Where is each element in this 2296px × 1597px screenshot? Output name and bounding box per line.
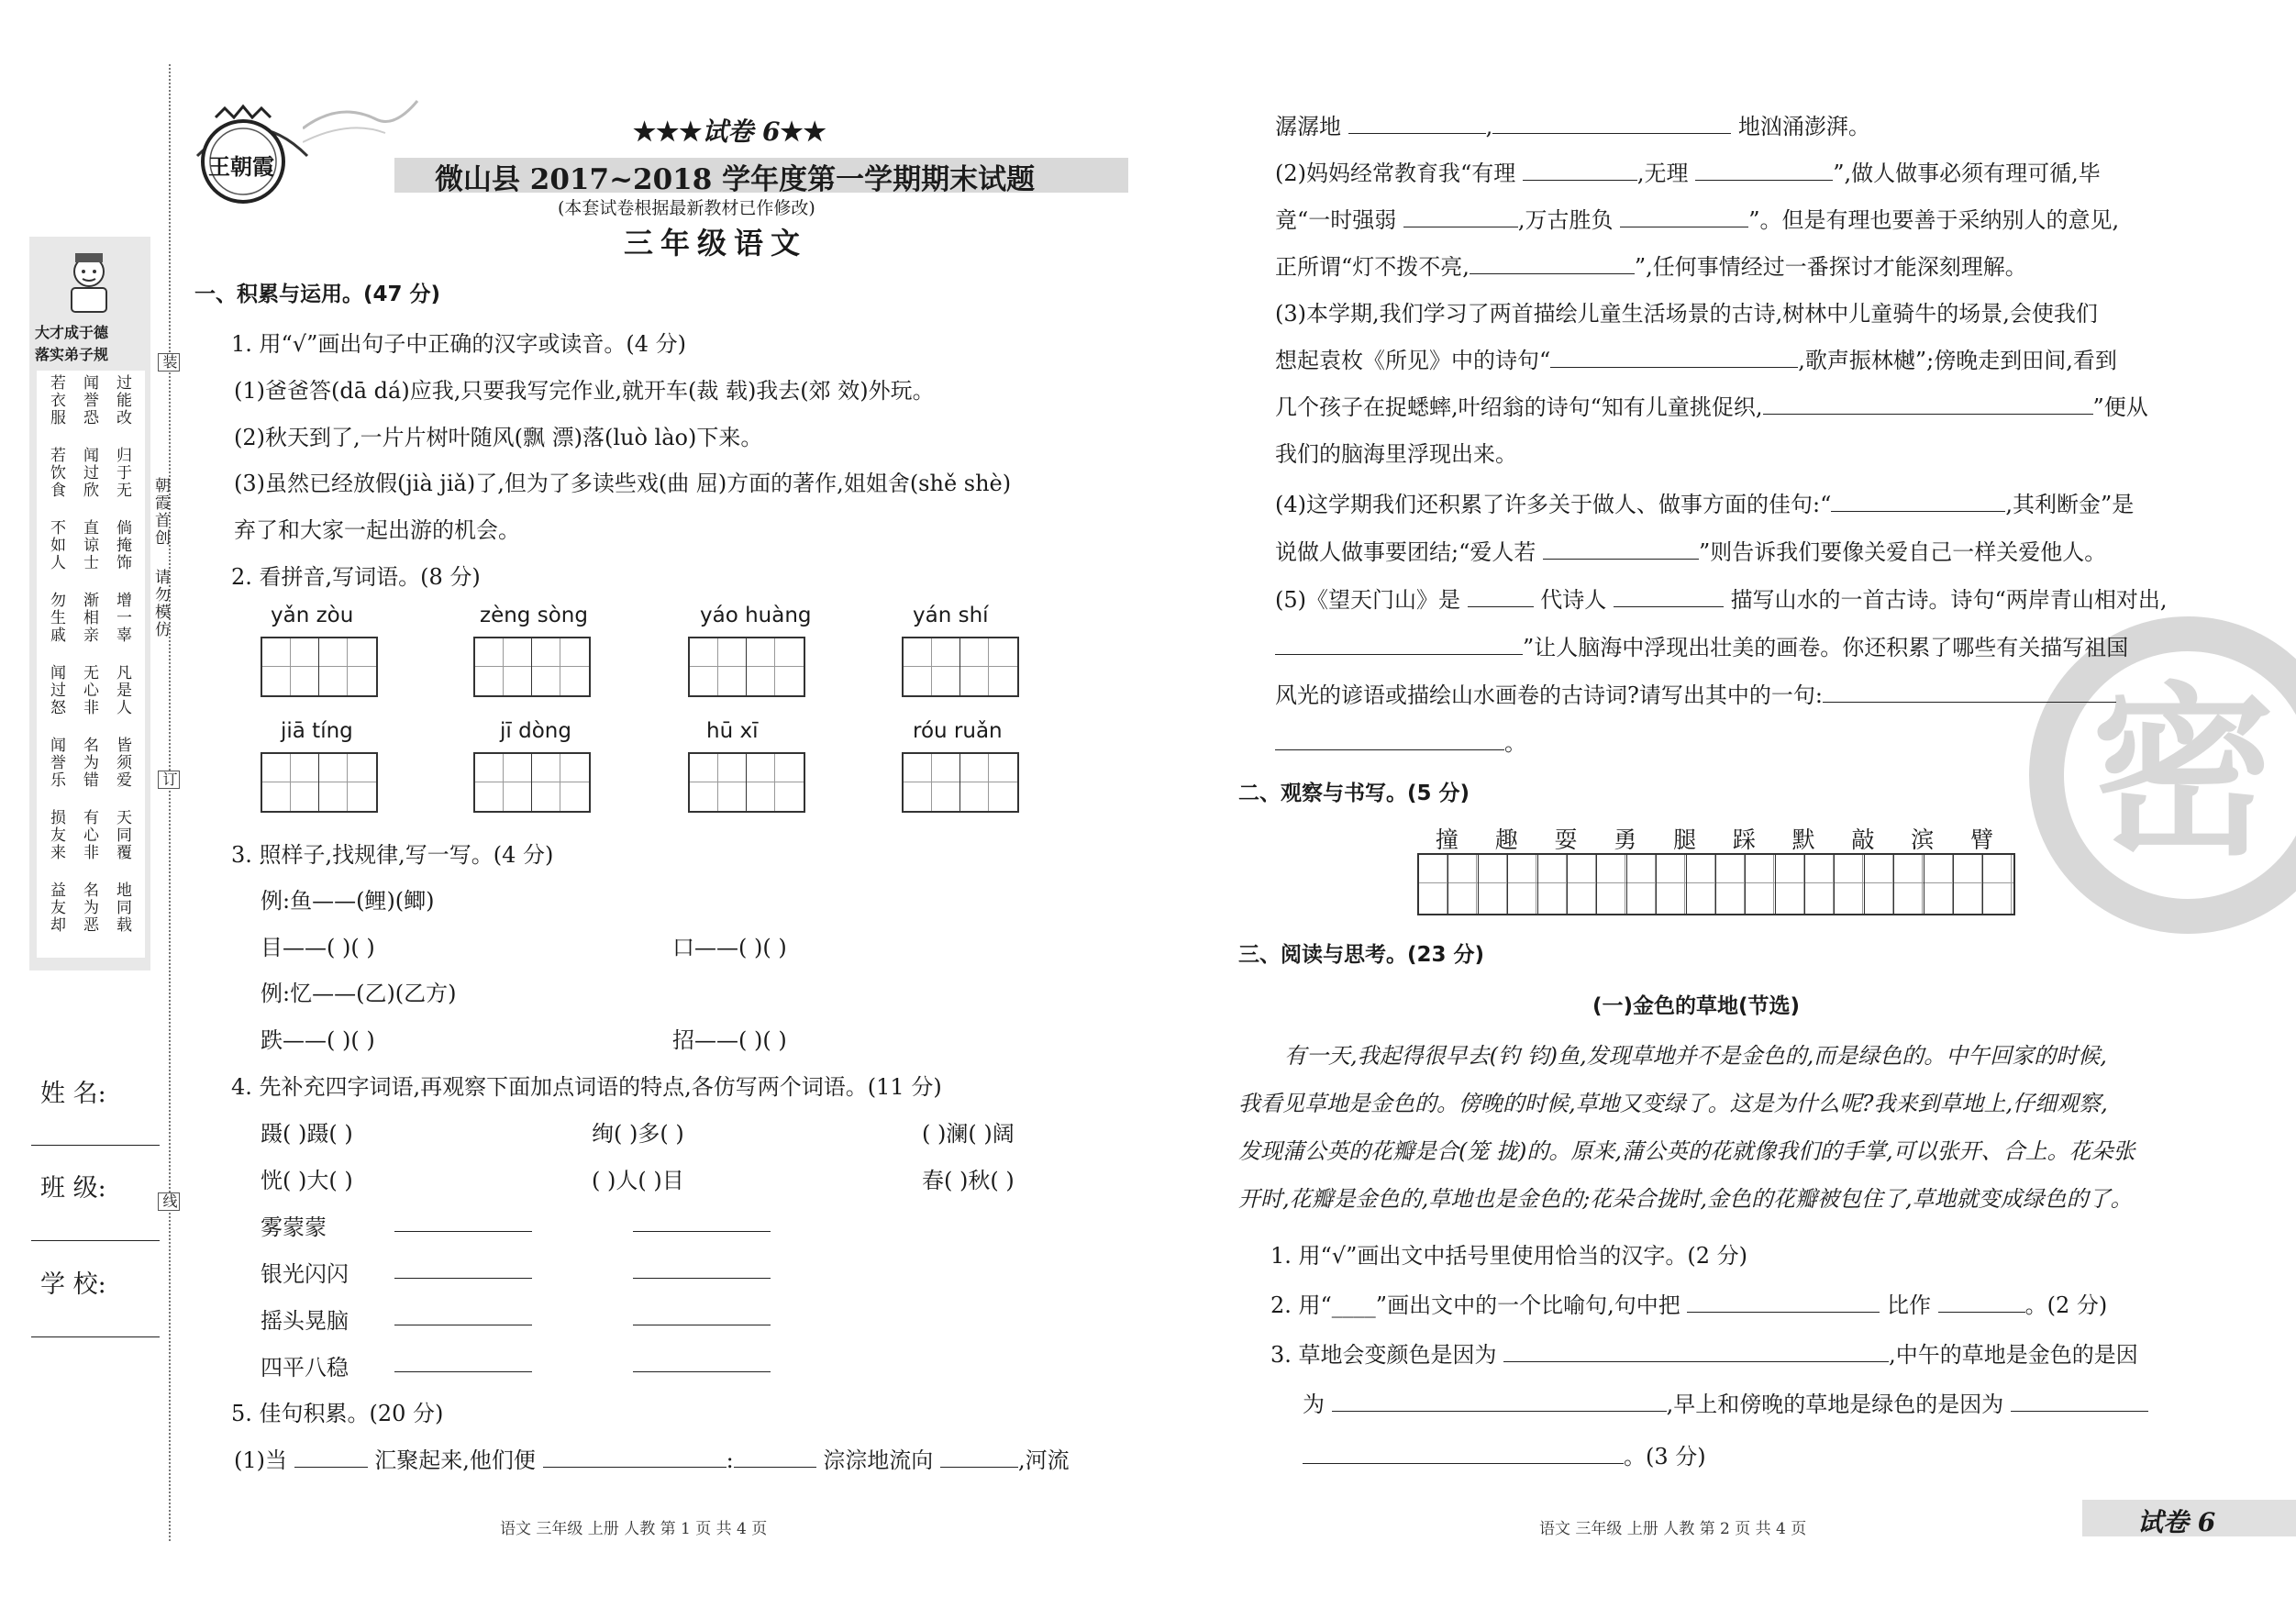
pinyin-2: zèng sòng	[480, 604, 588, 627]
sidebar-verse: 名为错	[80, 737, 98, 789]
copy-char: 耍	[1554, 826, 1578, 853]
q5-blank-2[interactable]	[543, 1448, 727, 1468]
r-text: ”,任何事情经过一番探讨才能深刻理解。	[1634, 254, 2027, 280]
margin-note-1: 朝霞首创	[151, 477, 170, 547]
r-text: 几个孩子在捉蟋蟀,叶绍翁的诗句“知有儿童挑促织,	[1275, 394, 1763, 420]
pinyin-8: róu ruǎn	[913, 719, 1003, 743]
r-text: 潺潺地	[1275, 114, 1341, 139]
r-line-13	[1275, 677, 2116, 709]
q5-text-c: :	[726, 1447, 734, 1473]
writing-box-5[interactable]	[261, 752, 378, 813]
r-blank[interactable]	[1470, 255, 1635, 274]
q1-item-3b: 弃了和大家一起出游的机会。	[234, 517, 520, 543]
sidebar-verse: 闻过欣	[80, 447, 98, 499]
q5-blank-4[interactable]	[940, 1448, 1018, 1468]
q3-example-1: 例:鱼——(鲤)(鲫)	[261, 888, 435, 914]
r-text: 说做人做事要团结;“爱人若	[1275, 539, 1536, 565]
r-blank[interactable]	[1550, 349, 1798, 368]
star-icon: ★★★	[633, 116, 703, 147]
margin-mark-1: 装	[158, 353, 180, 372]
r-blank[interactable]	[1468, 588, 1534, 607]
series-label: 试卷 6	[702, 116, 781, 147]
sidebar-verse: 不如人	[47, 519, 65, 571]
sidebar-verse: 无心非	[80, 664, 98, 716]
q4-prompt: 4. 先补充四字词语,再观察下面加点词语的特点,各仿写两个词语。(11 分)	[231, 1074, 942, 1100]
q3-prompt: 3. 照样子,找规律,写一写。(4 分)	[231, 842, 554, 868]
r-blank[interactable]	[1831, 493, 2005, 512]
r-text: (5)《望天门山》是	[1275, 587, 1460, 613]
sidebar-verse: 凡是人	[113, 664, 131, 716]
writing-box-2[interactable]	[473, 637, 591, 697]
copy-char: 趣	[1494, 826, 1518, 853]
q4-blank-1[interactable]: 蹑( )蹑( )	[261, 1121, 353, 1147]
r-blank[interactable]	[1763, 395, 2093, 415]
name-field[interactable]	[31, 1145, 160, 1146]
r-text: 。(2 分)	[2024, 1292, 2108, 1318]
pinyin-1: yǎn zòu	[271, 604, 354, 627]
r-line-6	[1275, 342, 2117, 374]
r-blank[interactable]	[1275, 636, 1523, 655]
confidential-stamp	[2029, 616, 2296, 934]
r-blank[interactable]	[1348, 115, 1486, 134]
sidebar-verse: 若衣服	[47, 374, 65, 427]
r-text: ,歌声振林樾”;傍晚走到田间,看到	[1798, 348, 2117, 373]
sidebar-verse: 倘掩饰	[113, 519, 131, 571]
r-text: 正所谓“灯不拨不亮,	[1275, 254, 1470, 280]
r-text: ”则告诉我们要像关爱自己一样关爱他人。	[1699, 539, 2107, 565]
copy-characters	[1417, 822, 2012, 855]
writing-box-7[interactable]	[688, 752, 805, 813]
q4-answer-4b[interactable]	[633, 1353, 771, 1372]
q3-item-b[interactable]: 口——( )( )	[672, 935, 787, 960]
q1-item-2[interactable]: (2)秋天到了,一片片树叶随风(飘 漂)落(luò lào)下来。	[234, 425, 763, 450]
copy-char: 滨	[1911, 826, 1935, 853]
verse-grid	[37, 371, 145, 958]
sidebar-verse: 有心非	[80, 809, 98, 861]
q4-blank-5[interactable]: ( )人( )目	[592, 1168, 684, 1193]
r-blank[interactable]	[1620, 208, 1748, 227]
r-text: (2)妈妈经常教育我“有理	[1275, 161, 1516, 186]
r-line-11	[1275, 582, 2167, 614]
stamp-text: 密	[2091, 665, 2276, 881]
pinyin-5: jiā tíng	[281, 719, 353, 743]
r-text: 为	[1303, 1392, 1325, 1417]
writing-box-6[interactable]	[473, 752, 591, 813]
sidebar-mascot	[62, 248, 116, 314]
page-1-footer: 语文 三年级 上册 人教 第 1 页 共 4 页	[500, 1520, 768, 1538]
q4-answer-3a[interactable]	[394, 1306, 532, 1325]
margin-mark-2: 订	[158, 771, 180, 789]
exam-title: 微山县 2017~2018 学年度第一学期期末试题	[435, 163, 1036, 196]
q1-item-3[interactable]: (3)虽然已经放假(jià jiǎ)了,但为了多读些戏(曲 屈)方面的著作,姐姐舍(shě shè)	[234, 471, 1012, 496]
motto-sidebar	[29, 237, 150, 970]
sidebar-verse: 天同覆	[113, 809, 131, 861]
sidebar-verse: 渐相亲	[80, 592, 98, 644]
r-line-10	[1275, 534, 2106, 566]
r-line-9	[1275, 486, 2134, 518]
rq3-line-2	[1303, 1386, 2148, 1418]
q4-word-2: 银光闪闪	[261, 1261, 349, 1287]
r-text: ,	[1485, 114, 1493, 139]
sidebar-verse: 直谅士	[80, 519, 98, 571]
rq2-prompt	[1270, 1287, 2107, 1319]
q5-text-d: 淙淙地流向	[823, 1447, 934, 1473]
section-2-title: 二、观察与书写。(5 分)	[1238, 782, 1470, 805]
pinyin-4: yán shí	[913, 604, 989, 627]
q1-item-1[interactable]: (1)爸爸答(dā dá)应我,只要我写完作业,就开车(裁 载)我去(郊 效)外玩。	[234, 378, 935, 404]
passage-title: (一)金色的草地(节选)	[1592, 994, 1801, 1018]
q3-item-d[interactable]: 招——( )( )	[672, 1027, 787, 1053]
rq3-line-3	[1303, 1438, 1706, 1470]
sidebar-verse: 损友来	[47, 809, 65, 861]
r-text: ,其利断金”是	[2005, 492, 2135, 517]
r-text: 3. 草地会变颜色是因为	[1270, 1342, 1497, 1368]
r-line-5: (3)本学期,我们学习了两首描绘儿童生活场景的古诗,树林中儿童骑牛的场景,会使我们	[1275, 301, 2098, 327]
r-line-7	[1275, 389, 2148, 421]
copy-char: 勇	[1614, 826, 1637, 853]
rq3-blank-1[interactable]	[1503, 1343, 1889, 1362]
q4-answer-3b[interactable]	[633, 1306, 771, 1325]
q3-item-c[interactable]: 跌——( )( )	[261, 1027, 375, 1053]
pinyin-7: hū xī	[706, 719, 759, 743]
sidebar-verse: 增一辜	[113, 592, 131, 644]
class-label: 班 级:	[40, 1174, 106, 1203]
rq2-blank-1[interactable]	[1687, 1293, 1880, 1313]
r-line-12	[1275, 629, 2128, 661]
r-text: ”,做人做事必须有理可循,毕	[1833, 161, 2101, 186]
r-text: ,无理	[1636, 161, 1689, 186]
q5-text-e: ,河流	[1017, 1447, 1070, 1473]
q4-word-4: 四平八稳	[261, 1355, 349, 1381]
q4-answer-4a[interactable]	[394, 1353, 532, 1372]
q3-item-a[interactable]: 目——( )( )	[261, 935, 375, 960]
margin-note-2: 请勿模仿	[151, 569, 170, 638]
rq3-blank-3[interactable]	[2011, 1392, 2148, 1412]
r-line-4	[1275, 249, 2027, 281]
r-line-1	[1275, 108, 1870, 140]
sidebar-verse: 益友却	[47, 882, 65, 934]
copy-char: 踩	[1732, 826, 1756, 853]
binding-line	[169, 64, 171, 1541]
q4-blank-3[interactable]: ( )澜( )阔	[922, 1121, 1015, 1147]
copy-char: 敲	[1851, 826, 1875, 853]
series-tag: 试卷 6	[2137, 1507, 2216, 1537]
sidebar-verse: 地同载	[113, 882, 131, 934]
page-2-footer: 语文 三年级 上册 人教 第 2 页 共 4 页	[1539, 1520, 1807, 1538]
q5-line-1	[234, 1442, 1070, 1474]
pinyin-3: yáo huàng	[700, 604, 812, 627]
q4-blank-2[interactable]: 绚( )多( )	[592, 1121, 684, 1147]
q4-answer-2a[interactable]	[394, 1259, 532, 1279]
r-text: 竟“一时强弱	[1275, 207, 1397, 233]
sidebar-verse: 过能改	[113, 374, 131, 427]
r-blank[interactable]	[1823, 683, 2116, 703]
q4-blank-4[interactable]: 恍( )大( )	[261, 1168, 353, 1193]
r-blank[interactable]	[1492, 115, 1731, 134]
r-blank[interactable]	[1403, 208, 1518, 227]
writing-box-3[interactable]	[688, 637, 805, 697]
margin-mark-3: 线	[158, 1192, 180, 1211]
r-blank[interactable]	[1275, 731, 1504, 750]
passage-line-2: 我看见草地是金色的。傍晚的时候,草地又变绿了。这是为什么呢?我来到草地上,仔细观察,	[1238, 1091, 2108, 1116]
section-3-title: 三、阅读与思考。(23 分)	[1238, 943, 1485, 967]
r-blank[interactable]	[1523, 161, 1637, 181]
q3-example-2: 例:忆——(乙)(乙方)	[261, 981, 457, 1006]
r-text: 代诗人	[1540, 587, 1607, 613]
rq3-blank-2[interactable]	[1332, 1392, 1667, 1412]
sidebar-motto-2: 落实弟子规	[35, 346, 109, 363]
writing-box-1[interactable]	[261, 637, 378, 697]
sidebar-verse: 归于无	[113, 447, 131, 499]
passage-line-4: 开时,花瓣是金色的,草地也是金色的;花朵合拢时,金色的花瓣被包住了,草地就变成绿色的了。	[1238, 1186, 2133, 1212]
r-text: 风光的谚语或描绘山水画卷的古诗词?请写出其中的一句:	[1275, 682, 1823, 708]
r-text: 。	[1504, 730, 1526, 756]
r-line-14	[1275, 725, 1526, 757]
q5-text-b: 汇聚起来,他们便	[374, 1447, 536, 1473]
q4-word-3: 摇头晃脑	[261, 1308, 349, 1334]
rq1-prompt: 1. 用“√”画出文中括号里使用恰当的汉字。(2 分)	[1270, 1243, 1747, 1269]
copy-char: 臂	[1970, 826, 1994, 853]
sidebar-verses	[37, 371, 145, 958]
r-text: 描写山水的一首古诗。诗句“两岸青山相对出,	[1730, 587, 2168, 613]
r-text: 比作	[1886, 1292, 1931, 1318]
r-text: ”。但是有理也要善于采纳别人的意见,	[1748, 207, 2120, 233]
sidebar-verse: 皆须爱	[113, 737, 131, 789]
copy-char: 默	[1791, 826, 1815, 853]
r-line-3	[1275, 202, 2119, 234]
sidebar-verse: 闻誉乐	[47, 737, 65, 789]
r-line-2	[1275, 155, 2101, 187]
school-label: 学 校:	[40, 1270, 106, 1299]
r-text: (4)这学期我们还积累了许多关于做人、做事方面的佳句:“	[1275, 492, 1832, 517]
q5-prompt: 5. 佳句积累。(20 分)	[231, 1401, 444, 1426]
q4-answer-1b[interactable]	[633, 1213, 771, 1232]
rq3-blank-4[interactable]	[1303, 1445, 1624, 1464]
r-text: ,早上和傍晚的草地是绿色的是因为	[1666, 1392, 2004, 1417]
sidebar-verse: 闻誉恐	[80, 374, 98, 427]
copy-char: 腿	[1673, 826, 1697, 853]
r-text: ”让人脑海中浮现出壮美的画卷。你还积累了哪些有关描写祖国	[1523, 635, 2129, 660]
name-label: 姓 名:	[40, 1080, 106, 1108]
r-blank[interactable]	[1543, 540, 1699, 560]
r-text: ”便从	[2092, 394, 2148, 420]
ribbon-decoration	[303, 92, 422, 156]
pinyin-6: jī dòng	[500, 719, 571, 743]
r-text: 地汹涌澎湃。	[1737, 114, 1870, 139]
exam-subject: 三年级语文	[624, 226, 808, 261]
r-text: 2. 用“____”画出文中的一个比喻句,句中把	[1270, 1292, 1680, 1318]
r-blank[interactable]	[1695, 161, 1833, 181]
series-badge	[633, 112, 826, 149]
writing-box-8[interactable]	[902, 752, 1019, 813]
r-line-8: 我们的脑海里浮现出来。	[1275, 441, 1517, 467]
star-icon: ★★	[780, 116, 826, 147]
copy-writing-grid[interactable]	[1417, 853, 2015, 915]
q4-word-1: 雾蒙蒙	[261, 1214, 327, 1240]
sidebar-verse: 闻过怒	[47, 664, 65, 716]
q5-blank-3[interactable]	[734, 1448, 816, 1468]
passage-line-3: 发现蒲公英的花瓣是合(笼 拢)的。原来,蒲公英的花就像我们的手掌,可以张开、合上。花朵张	[1238, 1138, 2135, 1164]
section-1-title: 一、积累与运用。(47 分)	[194, 283, 441, 306]
r-text: ,中午的草地是金色的是因	[1889, 1342, 2138, 1368]
brand-logo	[188, 101, 316, 211]
sidebar-verse: 勿生戚	[47, 592, 65, 644]
writing-box-4[interactable]	[902, 637, 1019, 697]
r-blank[interactable]	[1614, 588, 1724, 607]
sidebar-verse: 名为恶	[80, 882, 98, 934]
r-text: 想起袁枚《所见》中的诗句“	[1275, 348, 1551, 373]
r-text: ,万古胜负	[1517, 207, 1614, 233]
rq2-blank-2[interactable]	[1938, 1293, 2025, 1313]
q1-prompt: 1. 用“√”画出句子中正确的汉字或读音。(4 分)	[231, 331, 686, 357]
exam-note: (本套试卷根据最新教材已作修改)	[558, 198, 815, 218]
passage-line-1: 有一天,我起得很早去(钓 钧)鱼,发现草地并不是金色的,而是绿色的。中午回家的时候,	[1284, 1043, 2107, 1069]
q4-answer-2b[interactable]	[633, 1259, 771, 1279]
q5-text-a: (1)当	[234, 1447, 287, 1473]
r-text: 。(3 分)	[1624, 1444, 1706, 1469]
sidebar-verse: 若饮食	[47, 447, 65, 499]
q4-blank-6[interactable]: 春( )秋( )	[922, 1168, 1015, 1193]
copy-char: 撞	[1435, 826, 1459, 853]
q5-blank-1[interactable]	[294, 1448, 368, 1468]
class-field[interactable]	[31, 1240, 160, 1241]
q2-prompt: 2. 看拼音,写词语。(8 分)	[231, 564, 481, 590]
rq3-line-1	[1270, 1336, 2138, 1369]
school-field[interactable]	[31, 1336, 160, 1337]
logo-text: 王朝霞	[208, 153, 274, 180]
q4-answer-1a[interactable]	[394, 1213, 532, 1232]
sidebar-motto-1: 大才成于德	[35, 324, 109, 341]
